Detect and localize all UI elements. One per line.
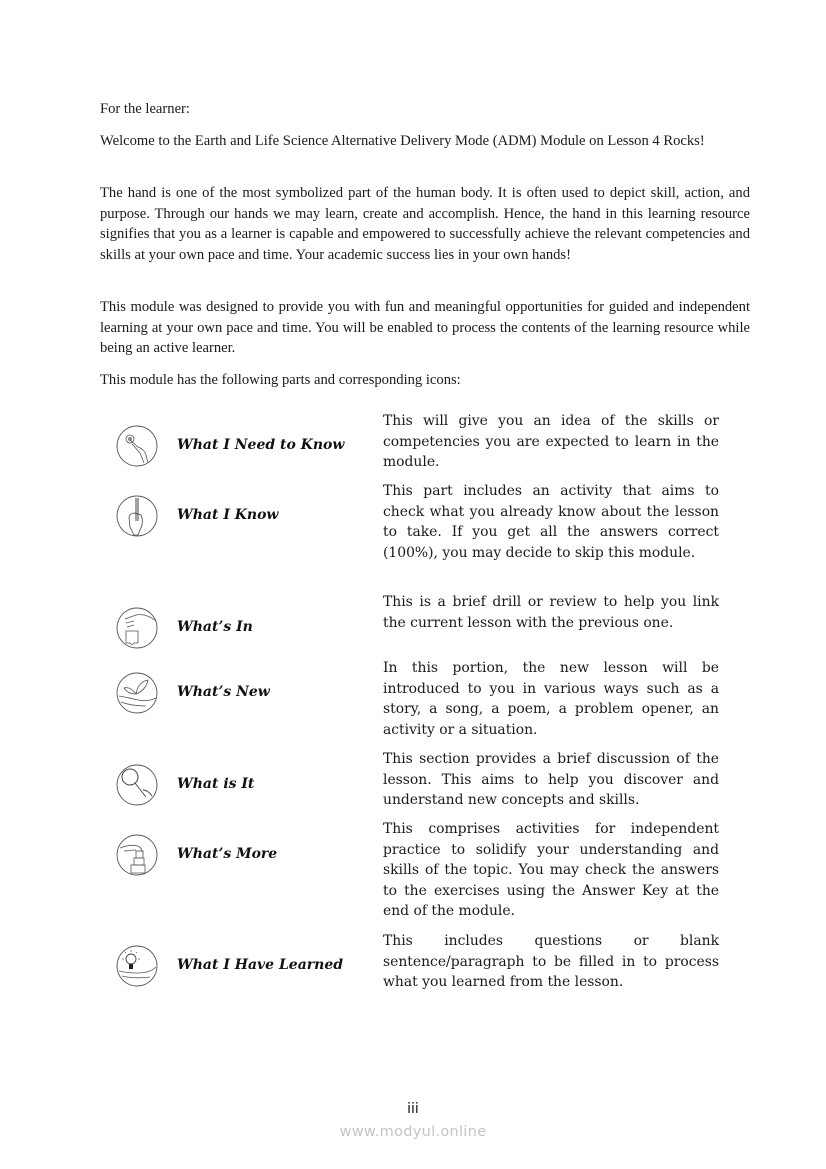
greeting: For the learner: [100,101,190,117]
watermark: www.modyul.online [339,1124,487,1140]
hand-puzzle-piece-icon [116,607,158,649]
hand-holding-pencil-icon [116,495,158,537]
page-number: iii [407,1101,419,1117]
part-label: What’s New [177,684,270,700]
part-description: This is a brief drill or review to help you link the current lesson with the previous one. [383,594,719,631]
hand-pointing-icon [116,425,158,467]
welcome-paragraph: Welcome to the Earth and Life Science Alternative Delivery Mode (ADM) Module on Lesson 4 Rocks! [100,133,705,149]
part-label: What is It [177,776,255,792]
part-description: In this portion, the new lesson will be introduced to you in various ways such as a story, a song, a poem, a problem opener, an activity or a situation. [383,660,719,738]
part-description: This comprises activities for independent practice to solidify your understanding and skills of the topic. You may check the answers to the exercises using the Answer Key at the end of the module. [383,821,719,920]
part-description: This section provides a brief discussion of the lesson. This aims to help you discover and understand new concepts and skills. [383,751,719,809]
part-description: This includes questions or blank sentence/paragraph to be filled in to process what you learned from the lesson. [383,933,719,991]
part-label: What’s More [177,846,278,862]
parts-intro: This module has the following parts and corresponding icons: [100,372,461,388]
hand-stacking-blocks-icon [116,834,158,876]
part-description: This will give you an idea of the skills or competencies you are expected to learn in the module. [383,413,719,471]
hand-lightbulb-icon [116,945,158,987]
part-label: What I Need to Know [177,437,345,453]
magnifying-glass-icon [116,764,158,806]
part-label: What I Know [177,507,279,523]
part-label: What I Have Learned [177,957,344,973]
hand-seedling-icon [116,672,158,714]
part-description: This part includes an activity that aims to check what you already know about the lesson to take. If you get all the answers correct (100%), you may decide to skip this module. [383,483,719,561]
part-label: What’s In [177,619,253,635]
module-paragraph: This module was designed to provide you with fun and meaningful opportunities for guided and independent learning at your own pace and time. You will be enabled to process the contents of the learning resource while being an active learner. [100,299,750,357]
hand-paragraph: The hand is one of the most symbolized part of the human body. It is often used to depict skill, action, and purpose. Through our hands we may learn, create and accomplish. Hence, the hand in this learning resource signifies that you as a learner is capable and empowered to successfully achieve the relevant competencies and skills at your own pace and time. Your academic success lies in your own hands! [100,185,750,263]
